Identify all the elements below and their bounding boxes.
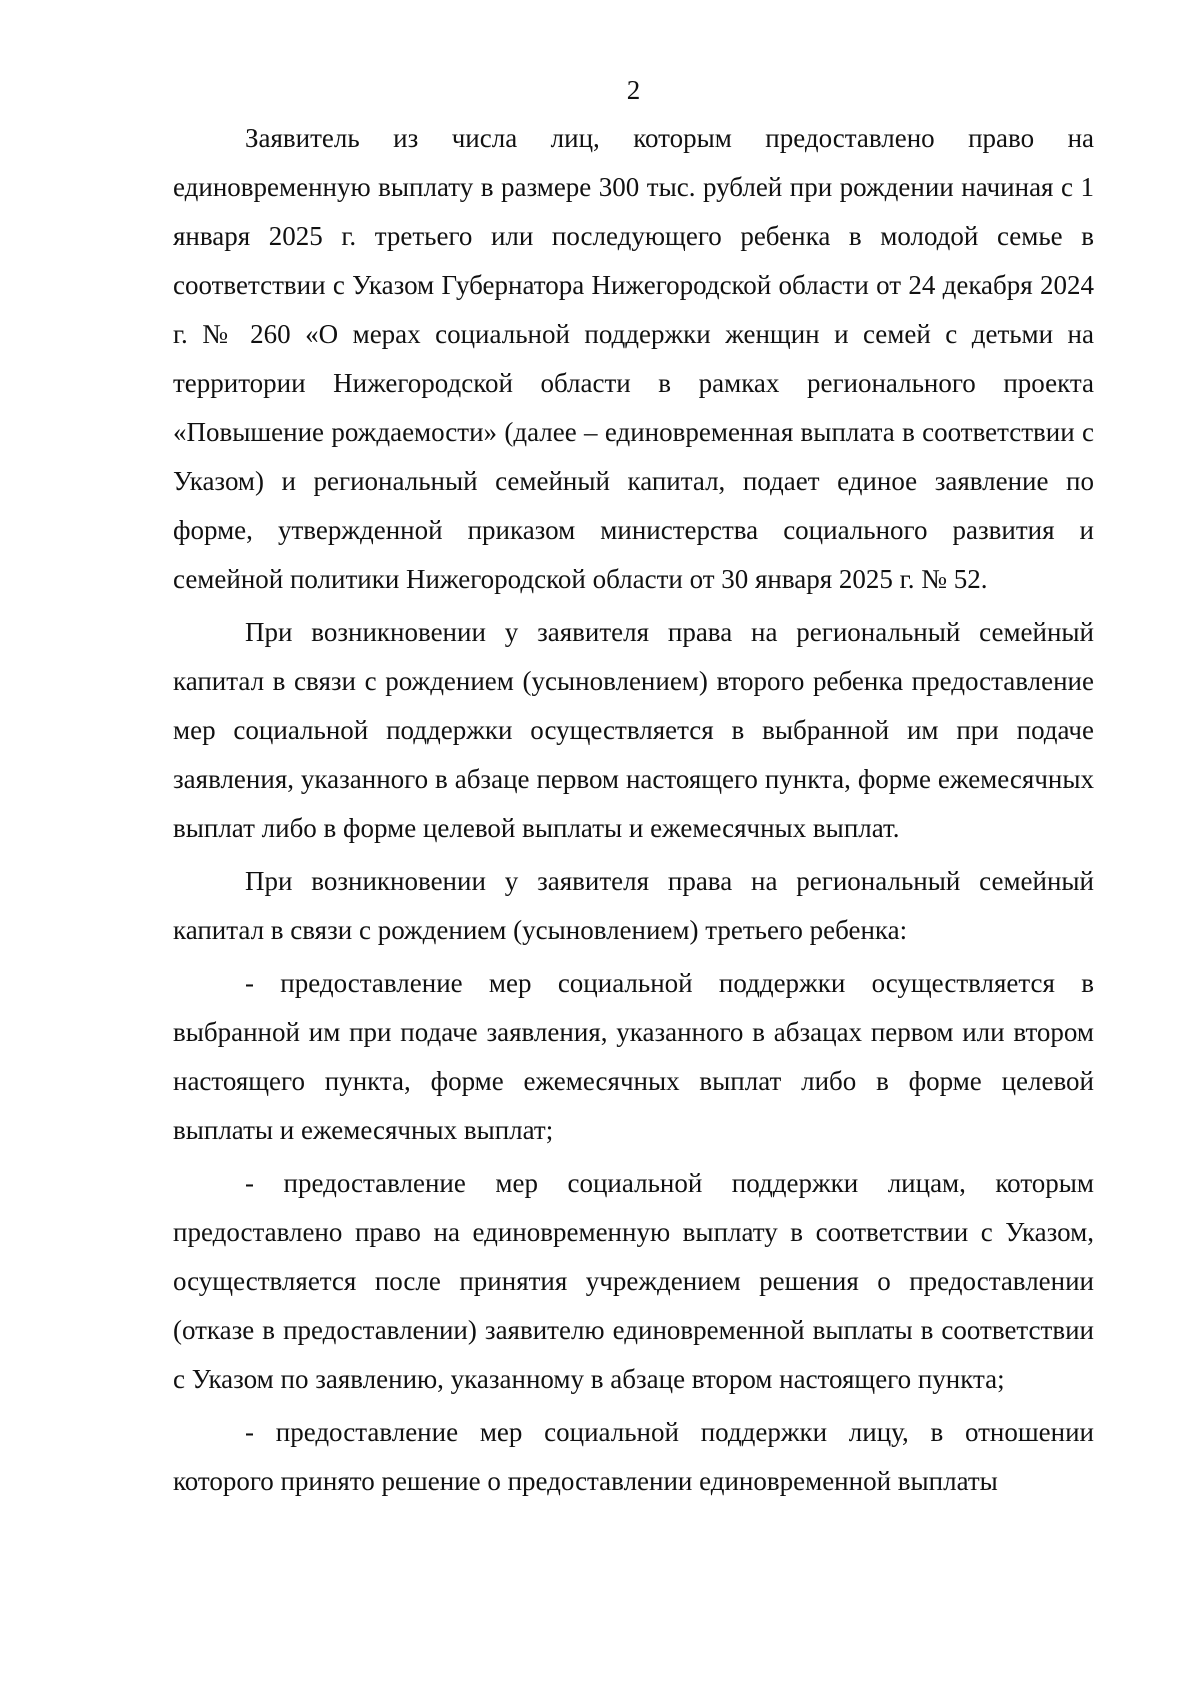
list-item-after-decision: - предоставление мер социальной поддержки лицам, которым предоставлено право на единовременную выплату в соответствии с Указом, осуществляется после принятия учреждением решения о предоставлении (отказе в предоставлении) заявителю единовременной выплаты в соответствии с Указом по заявлению, указанному в абзаце втором настоящего пункта; (173, 1168, 1094, 1394)
paragraph-third-child-intro: При возникновении у заявителя права на региональный семейный капитал в связи с рождением (усыновлением) третьего ребенка: (173, 866, 1094, 945)
page-number: 2 (626, 75, 641, 105)
paragraph-second-child: При возникновении у заявителя права на региональный семейный капитал в связи с рождением (усыновлением) второго ребенка предоставление мер социальной поддержки осуществляется в выбранной им при подаче заявления, указанного в абзаце первом настоящего пункта, форме ежемесячных выплат либо в форме целевой выплаты и ежемесячных выплат. (173, 617, 1094, 843)
list-item-decision-granted: - предоставление мер социальной поддержки лицу, в отношении которого принято решение о предоставлении единовременной выплаты (173, 1417, 1094, 1496)
paragraph-applicant-single-application: Заявитель из числа лиц, которым предоставлено право на единовременную выплату в размере 300 тыс. рублей при рождении начиная с 1 января 2025 г. третьего или последующего ребенка в молодой семье в соответствии с Указом Губернатора Нижегородской области от 24 декабря 2024 г. № 260 «О мерах социальной поддержки женщин и семей с детьми на территории Нижегородской области в рамках регионального проекта «Повышение рождаемости» (далее – единовременная выплата в соответствии с Указом) и региональный семейный капитал, подает единое заявление по форме, утвержденной приказом министерства социального развития и семейной политики Нижегородской области от 30 января 2025 г. № 52. (173, 123, 1094, 594)
list-item-monthly-payments: - предоставление мер социальной поддержки осуществляется в выбранной им при подаче заявления, указанного в абзацах первом или втором настоящего пункта, форме ежемесячных выплат либо в форме целевой выплаты и ежемесячных выплат; (173, 968, 1094, 1145)
